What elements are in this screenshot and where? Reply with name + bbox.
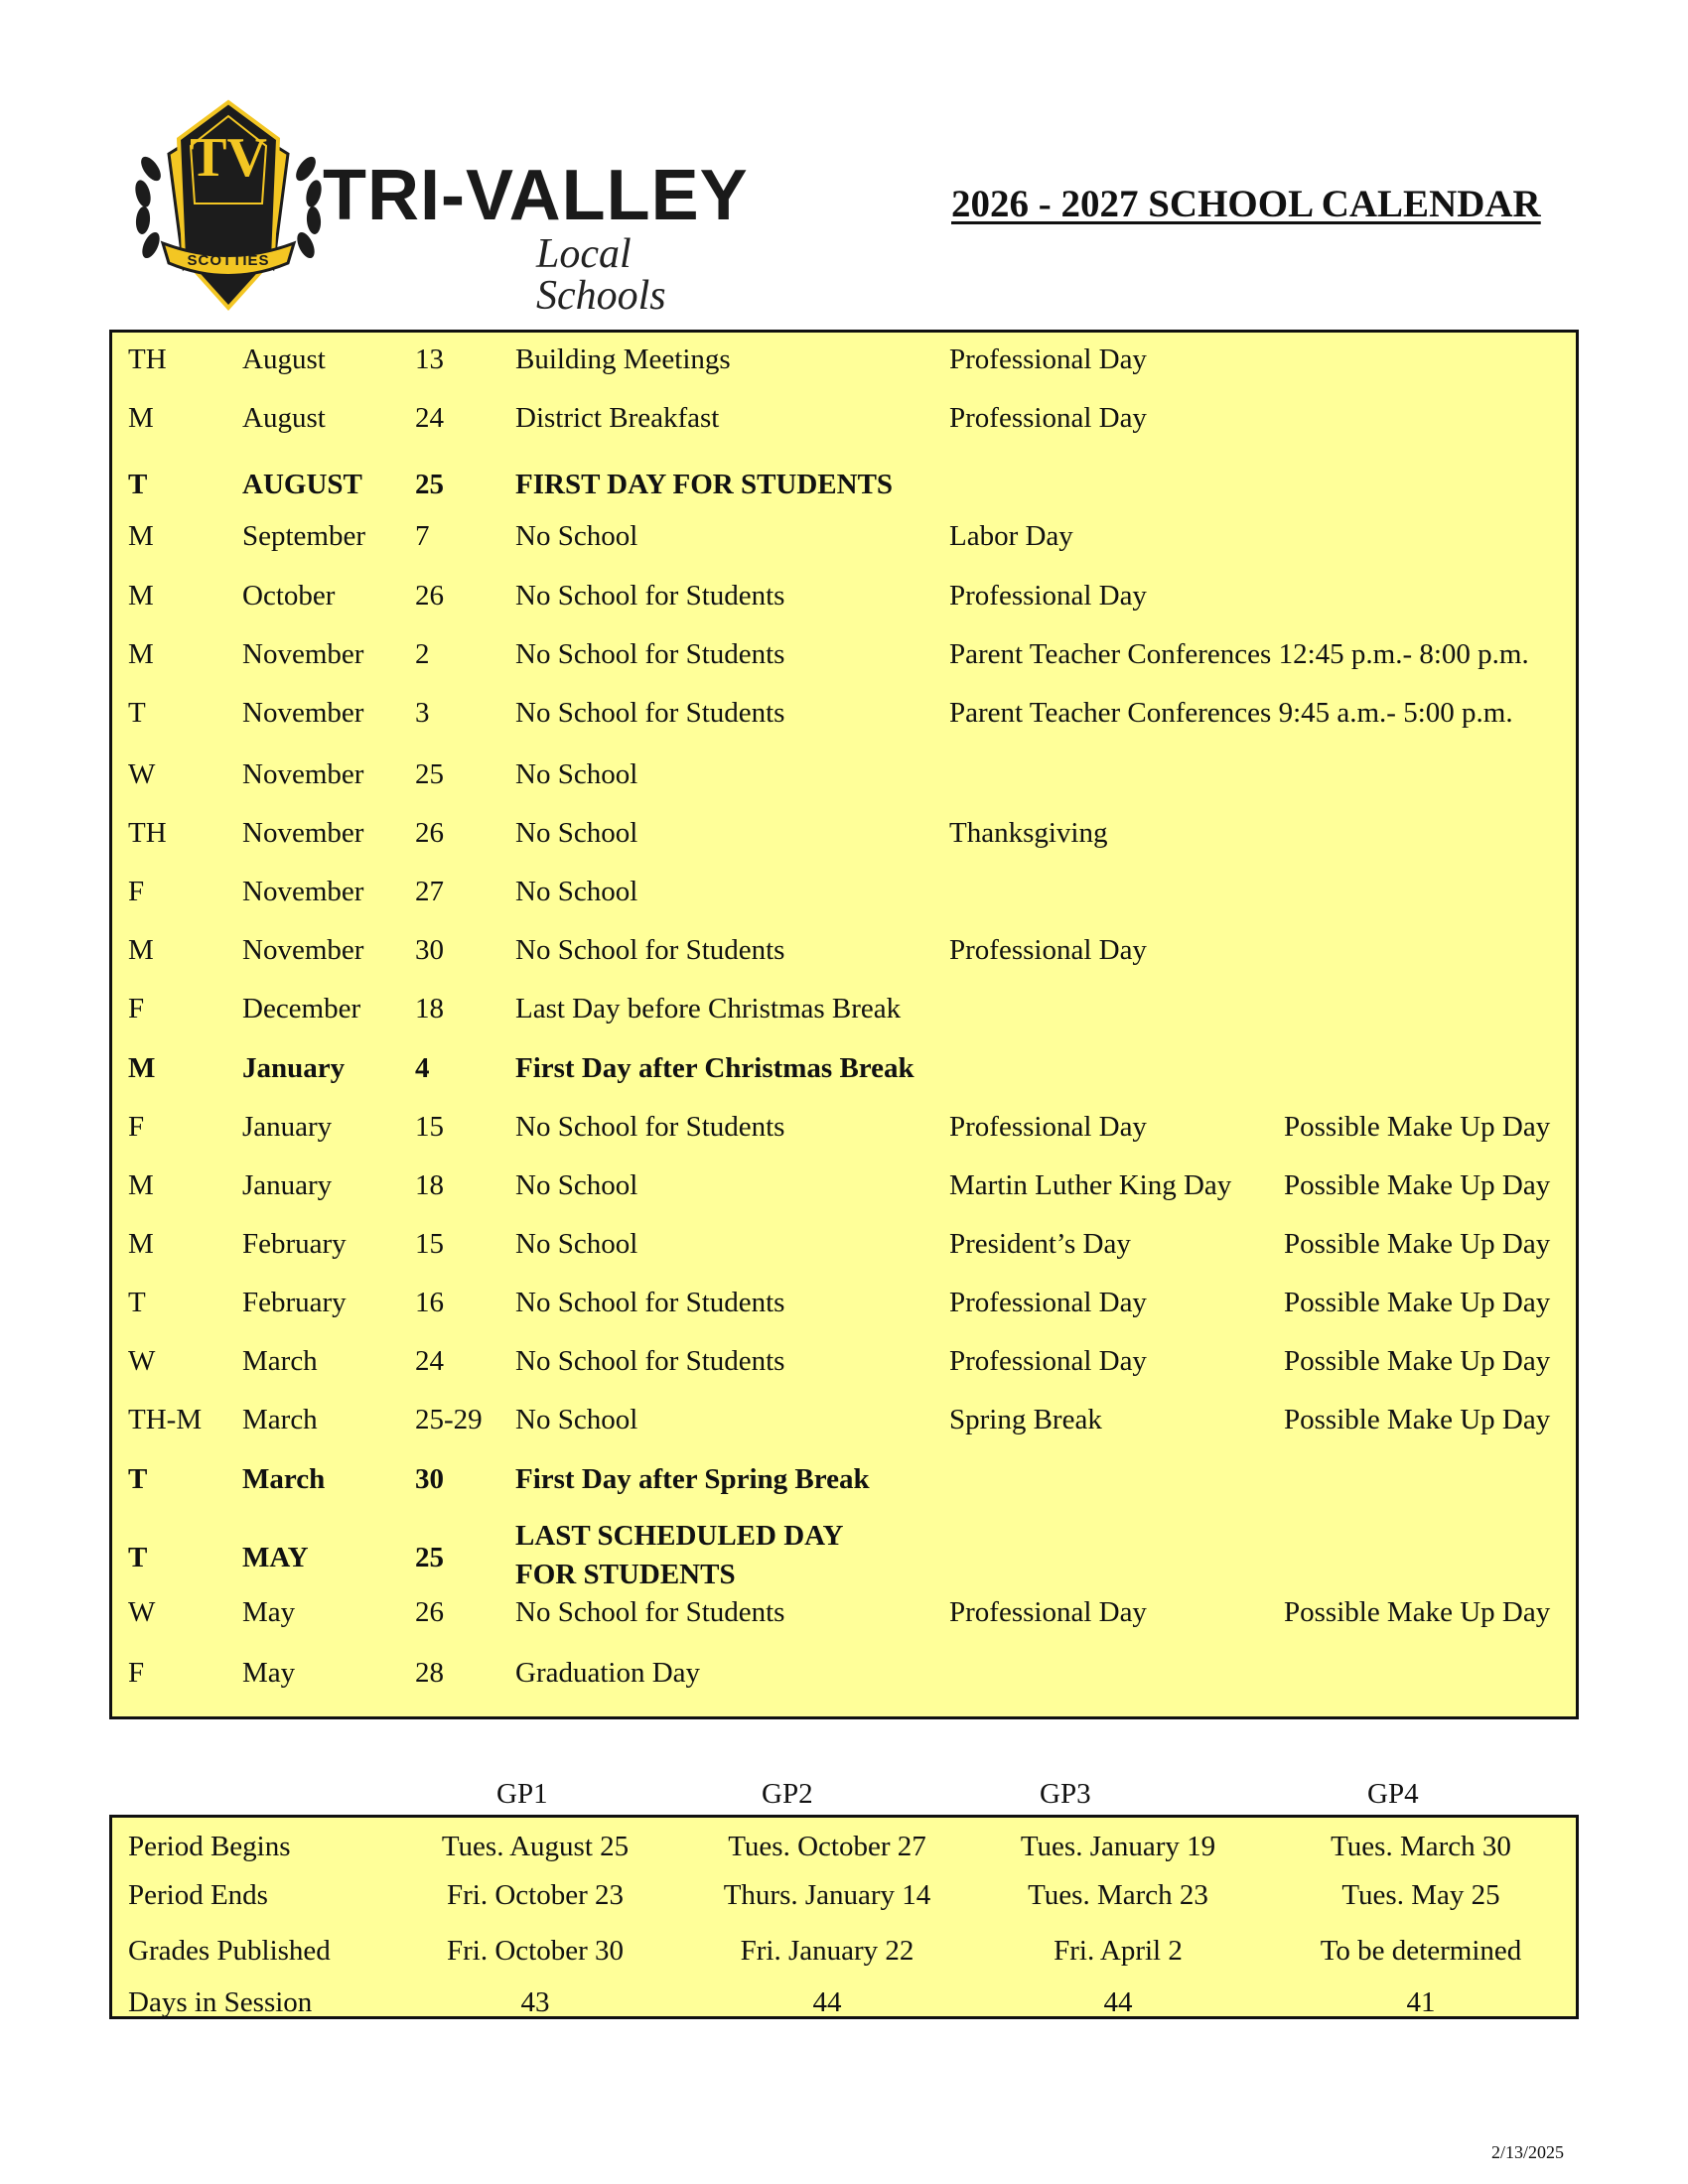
- logo-wordmark: TRI-VALLEY: [323, 156, 749, 235]
- day-cell: T: [128, 1287, 146, 1318]
- event-cell: No School for Students: [515, 580, 785, 612]
- note-cell: Spring Break: [949, 1404, 1102, 1435]
- event-cell: First Day after Christmas Break: [515, 1052, 914, 1084]
- event-cell: No School for Students: [515, 1345, 785, 1377]
- grading-cell: To be determined: [1320, 1935, 1522, 1967]
- note-cell: Thanksgiving: [949, 817, 1108, 849]
- makeup-cell: Possible Make Up Day: [1284, 1404, 1551, 1435]
- makeup-cell: Possible Make Up Day: [1284, 1596, 1551, 1628]
- month-cell: March: [242, 1345, 318, 1377]
- gp-header: GP3: [1040, 1778, 1091, 1810]
- event-cell: No School for Students: [515, 1287, 785, 1318]
- makeup-cell: Possible Make Up Day: [1284, 1345, 1551, 1377]
- grading-cell: 44: [812, 1986, 842, 2018]
- day-cell: M: [128, 1052, 156, 1084]
- grading-row-label: Period Begins: [128, 1831, 291, 1862]
- grading-cell: Tues. March 30: [1331, 1831, 1511, 1862]
- day-cell: M: [128, 580, 154, 612]
- makeup-cell: Possible Make Up Day: [1284, 1111, 1551, 1143]
- event-cell: District Breakfast: [515, 402, 720, 434]
- month-cell: January: [242, 1052, 346, 1084]
- grading-cell: Thurs. January 14: [723, 1879, 931, 1911]
- month-cell: November: [242, 758, 364, 790]
- note-cell: Labor Day: [949, 520, 1073, 552]
- note-cell: Professional Day: [949, 1596, 1147, 1628]
- month-cell: September: [242, 520, 366, 552]
- event-cell: No School: [515, 876, 638, 907]
- event-cell: Last Day before Christmas Break: [515, 993, 902, 1024]
- date-cell: 25: [415, 469, 444, 500]
- makeup-cell: Possible Make Up Day: [1284, 1169, 1551, 1201]
- month-cell: January: [242, 1111, 333, 1143]
- calendar-table: [109, 330, 1579, 1719]
- note-cell: Martin Luther King Day: [949, 1169, 1232, 1201]
- month-cell: May: [242, 1657, 296, 1689]
- day-cell: M: [128, 1228, 154, 1260]
- event-cell: No School for Students: [515, 1111, 785, 1143]
- date-cell: 3: [415, 697, 430, 729]
- note-cell: Professional Day: [949, 402, 1147, 434]
- event-cell: No School: [515, 758, 638, 790]
- date-cell: 25-29: [415, 1404, 483, 1435]
- day-cell: W: [128, 1345, 156, 1377]
- gp-header: GP2: [762, 1778, 813, 1810]
- event-cell: No School: [515, 1169, 638, 1201]
- grading-cell: Tues. October 27: [728, 1831, 926, 1862]
- date-cell: 24: [415, 402, 444, 434]
- logo-initials: TV: [190, 127, 267, 189]
- grading-cell: Tues. March 23: [1028, 1879, 1208, 1911]
- day-cell: M: [128, 1169, 154, 1201]
- month-cell: January: [242, 1169, 333, 1201]
- date-cell: 26: [415, 580, 444, 612]
- gp-header: GP1: [496, 1778, 548, 1810]
- grading-cell: Fri. October 30: [447, 1935, 624, 1967]
- logo-ribbon-text: SCOTTIES: [187, 252, 270, 269]
- event-cell: Graduation Day: [515, 1657, 701, 1689]
- event-cell: LAST SCHEDULED DAY: [515, 1520, 844, 1552]
- month-cell: November: [242, 638, 364, 670]
- date-cell: 7: [415, 520, 430, 552]
- month-cell: February: [242, 1228, 347, 1260]
- day-cell: TH-M: [128, 1404, 203, 1435]
- month-cell: May: [242, 1596, 296, 1628]
- grading-cell: 41: [1406, 1986, 1436, 2018]
- month-cell: MAY: [242, 1542, 309, 1573]
- gp-header: GP4: [1367, 1778, 1419, 1810]
- grading-cell: 43: [520, 1986, 550, 2018]
- day-cell: M: [128, 934, 154, 966]
- day-cell: T: [128, 1463, 148, 1495]
- grading-row-label: Days in Session: [128, 1986, 313, 2018]
- month-cell: AUGUST: [242, 469, 362, 500]
- grading-cell: Tues. August 25: [441, 1831, 630, 1862]
- date-cell: 28: [415, 1657, 444, 1689]
- note-cell: Professional Day: [949, 343, 1147, 375]
- day-cell: T: [128, 469, 148, 500]
- event-cell: No School for Students: [515, 697, 785, 729]
- day-cell: M: [128, 402, 154, 434]
- grading-cell: Fri. January 22: [740, 1935, 914, 1967]
- date-cell: 26: [415, 817, 444, 849]
- grading-cell: Tues. January 19: [1020, 1831, 1216, 1862]
- date-cell: 25: [415, 1542, 444, 1573]
- grading-cell: 44: [1103, 1986, 1133, 2018]
- date-cell: 25: [415, 758, 444, 790]
- grading-periods-table: [109, 1815, 1579, 2019]
- date-cell: 16: [415, 1287, 444, 1318]
- event-cell: Building Meetings: [515, 343, 731, 375]
- logo-subtitle: Local Schools: [536, 231, 666, 319]
- day-cell: F: [128, 1111, 145, 1143]
- day-cell: TH: [128, 343, 167, 375]
- date-cell: 2: [415, 638, 430, 670]
- month-cell: March: [242, 1463, 326, 1495]
- note-cell: Professional Day: [949, 1345, 1147, 1377]
- day-cell: F: [128, 876, 145, 907]
- date-cell: 4: [415, 1052, 430, 1084]
- day-cell: M: [128, 520, 154, 552]
- day-cell: W: [128, 758, 156, 790]
- event-cell: No School: [515, 1228, 638, 1260]
- month-cell: November: [242, 876, 364, 907]
- event-cell: No School for Students: [515, 934, 785, 966]
- grading-cell: Fri. April 2: [1054, 1935, 1183, 1967]
- note-cell: Professional Day: [949, 580, 1147, 612]
- event-cell: No School for Students: [515, 638, 785, 670]
- makeup-cell: Possible Make Up Day: [1284, 1287, 1551, 1318]
- day-cell: M: [128, 638, 154, 670]
- month-cell: November: [242, 934, 364, 966]
- date-cell: 13: [415, 343, 444, 375]
- month-cell: December: [242, 993, 361, 1024]
- month-cell: November: [242, 817, 364, 849]
- event-cell: No School: [515, 817, 638, 849]
- event-cell-line2: FOR STUDENTS: [515, 1559, 736, 1590]
- date-cell: 26: [415, 1596, 444, 1628]
- date-cell: 18: [415, 993, 444, 1024]
- district-logo: [129, 94, 765, 319]
- date-cell: 30: [415, 1463, 444, 1495]
- note-cell: Professional Day: [949, 934, 1147, 966]
- day-cell: W: [128, 1596, 156, 1628]
- month-cell: March: [242, 1404, 318, 1435]
- page-title: 2026 - 2027 SCHOOL CALENDAR: [951, 183, 1541, 225]
- makeup-cell: Possible Make Up Day: [1284, 1228, 1551, 1260]
- note-cell: Professional Day: [949, 1111, 1147, 1143]
- note-cell: President’s Day: [949, 1228, 1131, 1260]
- date-cell: 30: [415, 934, 444, 966]
- grading-cell: Fri. October 23: [447, 1879, 624, 1911]
- month-cell: October: [242, 580, 336, 612]
- day-cell: T: [128, 697, 146, 729]
- note-cell: Professional Day: [949, 1287, 1147, 1318]
- event-cell: FIRST DAY FOR STUDENTS: [515, 469, 894, 500]
- day-cell: T: [128, 1542, 148, 1573]
- event-cell: No School: [515, 520, 638, 552]
- date-cell: 18: [415, 1169, 444, 1201]
- grading-cell: Tues. May 25: [1341, 1879, 1500, 1911]
- event-cell: No School for Students: [515, 1596, 785, 1628]
- date-cell: 24: [415, 1345, 444, 1377]
- month-cell: August: [242, 343, 326, 375]
- month-cell: August: [242, 402, 326, 434]
- day-cell: TH: [128, 817, 167, 849]
- date-cell: 15: [415, 1111, 444, 1143]
- event-cell: No School: [515, 1404, 638, 1435]
- date-cell: 15: [415, 1228, 444, 1260]
- month-cell: November: [242, 697, 364, 729]
- grading-row-label: Period Ends: [128, 1879, 268, 1911]
- month-cell: February: [242, 1287, 347, 1318]
- date-cell: 27: [415, 876, 444, 907]
- grading-row-label: Grades Published: [128, 1935, 331, 1967]
- note-cell: Parent Teacher Conferences 12:45 p.m.- 8:00 p.m.: [949, 638, 1529, 670]
- day-cell: F: [128, 1657, 145, 1689]
- revision-date: 2/13/2025: [1491, 2142, 1565, 2162]
- day-cell: F: [128, 993, 145, 1024]
- note-cell: Parent Teacher Conferences 9:45 a.m.- 5:00 p.m.: [949, 697, 1513, 729]
- event-cell: First Day after Spring Break: [515, 1463, 870, 1495]
